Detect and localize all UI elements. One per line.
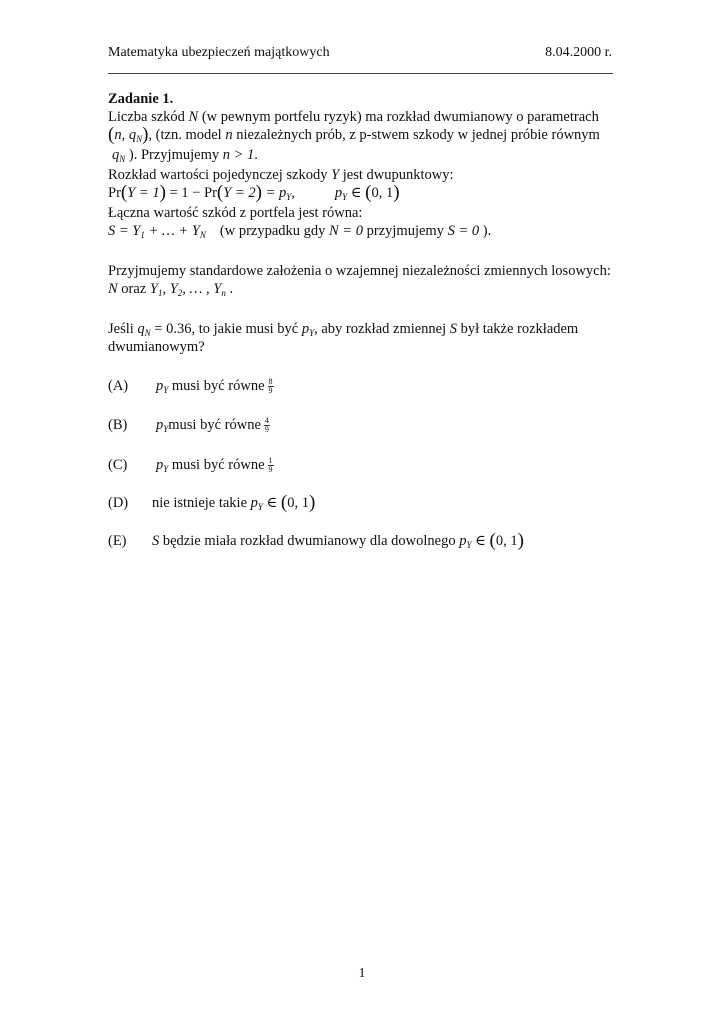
question-line-2: dwumianowym? [108, 339, 205, 355]
header-title: Matematyka ubezpieczeń majątkowych [108, 45, 330, 60]
option-b: (B) $p_Ymusi$ być równe $\frac{4}{9}$ [108, 416, 269, 435]
header-rule [108, 73, 613, 74]
option-a: (A) $p_Y$ musi być równe $\frac{8}{9}$ [108, 377, 273, 396]
sum-formula: $S = Y_1$ + … + $Y_N$ (w przypadku gdy N = 0 przyjmujemy S = 0 ). [108, 223, 492, 240]
paragraph-1-line-2: (n, $q_N$), (tzn. model n niezależnych prób, z p-stwem szkody w jednej próbie równym [108, 124, 600, 145]
paragraph-4-line-1: Przyjmujemy standardowe założenia o wzajemnej niezależności zmiennych losowych: [108, 263, 611, 279]
fraction: $\frac{4}{9}$ [264, 416, 269, 435]
independence-variables: N oraz $Y_1$, $Y_2$, … , $Y_n$ . [108, 281, 234, 298]
option-c: (C) $p_Y$ musi być równe $\frac{1}{9}$ [108, 456, 273, 475]
fraction: $\frac{1}{9}$ [268, 456, 273, 475]
paragraph-3-line-1: Łączna wartość szkód z portfela jest równa: [108, 205, 363, 221]
fraction: $\frac{8}{9}$ [268, 377, 273, 396]
distribution-formula: $Pr(Y = 1) = 1 - Pr(Y = 2) = p_Y$, $p_Y$ ∈ (0, 1) [108, 182, 400, 203]
paragraph-1-line-3: $q_N$ ). Przyjmujemy n > 1. [112, 147, 258, 164]
problem-title: Zadanie 1. [108, 91, 174, 107]
option-e: (E) S będzie miała rozkład dwumianowy dla dowolnego $p_Y$ ∈ (0, 1) [108, 530, 524, 551]
paragraph-1-line-1: Liczba szkód N (w pewnym portfelu ryzyk) ma rozkład dwumianowy o parametrach [108, 109, 599, 125]
page-number: 1 [358, 966, 366, 981]
question-line-1: Jeśli $q_N = 0.36$, to jakie musi być $p_Y$, aby rozkład zmiennej S był także rozkładem [108, 321, 579, 338]
paragraph-2-line-1: Rozkład wartości pojedynczej szkody Y jest dwupunktowy: [108, 167, 454, 183]
header-date: 8.04.2000 r. [545, 45, 612, 60]
option-d: (D) nie istnieje takie $p_Y$ ∈ (0, 1) [108, 492, 316, 513]
